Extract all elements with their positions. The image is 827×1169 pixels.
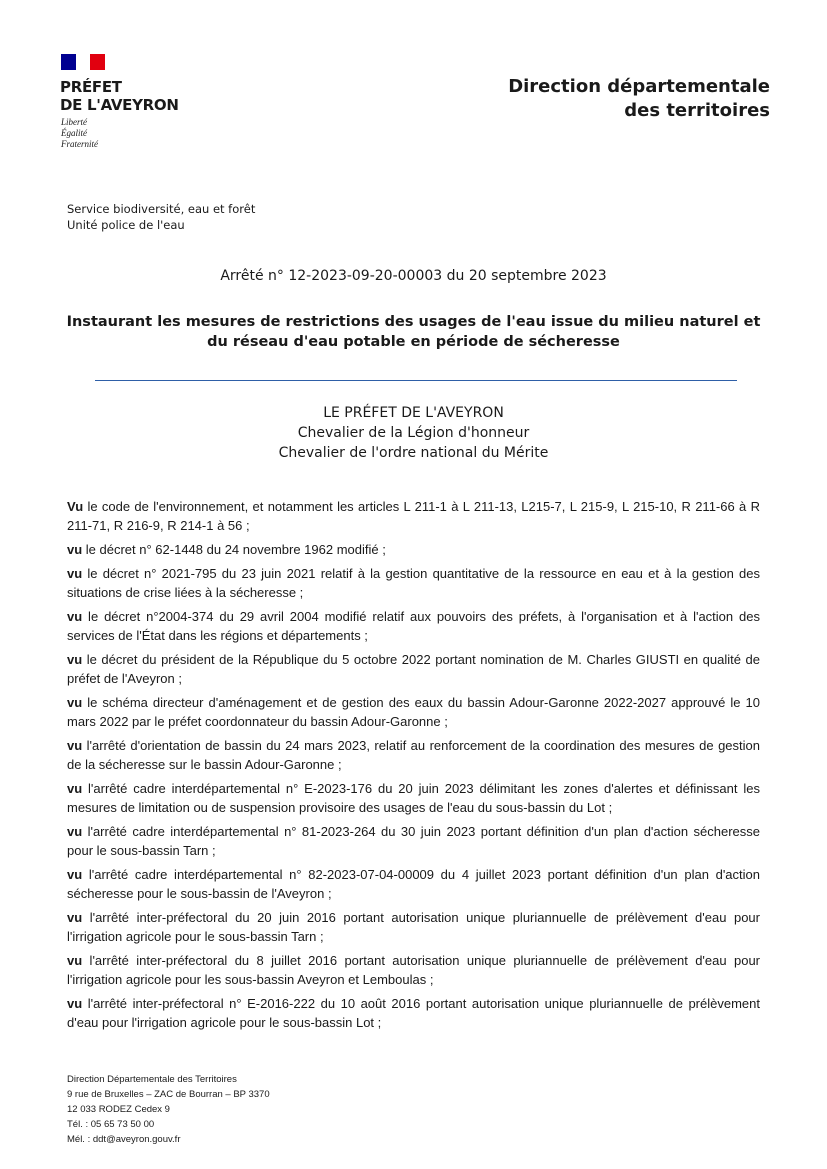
visa-text: l'arrêté inter-préfectoral du 20 juin 2016 portant autorisation unique pluriannuelle de prélèvement d'eau pour l'irrigation agricole pour le sous-bassin Tarn ; <box>67 910 760 944</box>
visa-lead: vu <box>67 609 83 624</box>
footer-email: Mél. : ddt@aveyron.gouv.fr <box>67 1134 181 1145</box>
footer-line: Direction Départementale des Territoires <box>67 1074 237 1085</box>
prefet-line: LE PRÉFET DE L'AVEYRON <box>323 405 504 421</box>
visa-paragraph <box>67 607 760 645</box>
footer-line: 9 rue de Bruxelles – ZAC de Bourran – BP 3370 <box>67 1089 270 1100</box>
direction-line: des territoires <box>624 100 770 121</box>
service-block <box>67 201 255 233</box>
visa-paragraph <box>67 736 760 774</box>
arrete-subject: Instaurant les mesures de restrictions des usages de l'eau issue du milieu naturel et du réseau d'eau potable en période de sécheresse <box>66 314 761 350</box>
visa-paragraph <box>67 650 760 688</box>
direction-line: Direction départementale <box>508 76 770 97</box>
visa-text: l'arrêté cadre interdépartemental n° 81-2023-264 du 30 juin 2023 portant définition d'un plan d'action sécheresse pour le sous-bassin Tarn ; <box>67 824 760 858</box>
visa-paragraph <box>67 994 760 1032</box>
visa-lead: vu <box>67 781 83 796</box>
visa-lead: Vu <box>67 499 84 514</box>
visas-list <box>67 497 760 1037</box>
visa-lead: vu <box>67 996 83 1011</box>
motto-line: Fraternité <box>61 139 98 149</box>
visa-text: le décret du président de la République du 5 octobre 2022 portant nomination de M. Charles GIUSTI en qualité de préfet de l'Aveyron ; <box>67 652 760 686</box>
logo-line: PRÉFET <box>60 78 122 96</box>
visa-text: le schéma directeur d'aménagement et de gestion des eaux du bassin Adour-Garonne 2022-2027 approuvé le 10 mars 2022 par le préfet coordonnateur du bassin Adour-Garonne ; <box>67 695 760 729</box>
visa-paragraph <box>67 779 760 817</box>
arrete-number: Arrêté n° 12-2023-09-20-00003 du 20 septembre 2023 <box>220 268 607 284</box>
republic-motto <box>61 117 98 150</box>
visa-text: l'arrêté inter-préfectoral n° E-2016-222 du 10 août 2016 portant autorisation unique pluriannuelle de prélèvement d'eau pour l'irrigation agricole pour le sous-bassin Lot ; <box>67 996 760 1030</box>
marianne-flag-logo <box>61 54 105 70</box>
visa-lead: vu <box>67 738 83 753</box>
visa-text: l'arrêté cadre interdépartemental n° 82-2023-07-04-00009 du 4 juillet 2023 portant définition d'un plan d'action sécheresse pour le sous-bassin de l'Aveyron ; <box>67 867 760 901</box>
footer-line: Tél. : 05 65 73 50 00 <box>67 1119 155 1130</box>
visa-text: l'arrêté d'orientation de bassin du 24 mars 2023, relatif au renforcement de la coordination des mesures de gestion de la sécheresse sur le bassin Adour-Garonne ; <box>67 738 760 772</box>
visa-paragraph <box>67 497 760 535</box>
visa-text: le décret n°2004-374 du 29 avril 2004 modifié relatif aux pouvoirs des préfets, à l'organisation et à l'action des services de l'État dans les régions et départements ; <box>67 609 760 643</box>
visa-lead: vu <box>67 566 83 581</box>
footer-line: 12 033 RODEZ Cedex 9 <box>67 1104 170 1115</box>
motto-line: Liberté <box>61 117 87 127</box>
visa-paragraph <box>67 564 760 602</box>
visa-paragraph <box>67 822 760 860</box>
direction-title <box>508 75 770 123</box>
footer-address <box>67 1058 760 1147</box>
visa-text: l'arrêté inter-préfectoral du 8 juillet 2016 portant autorisation unique pluriannuelle de prélèvement d'eau pour l'irrigation agricole pour les sous-bassin Aveyron et Lemboulas ; <box>67 953 760 987</box>
visa-paragraph <box>67 693 760 731</box>
prefet-line: Chevalier de la Légion d'honneur <box>297 425 530 441</box>
visa-lead: vu <box>67 652 83 667</box>
service-name: Service biodiversité, eau et forêt <box>67 202 256 216</box>
unit-name: Unité police de l'eau <box>67 218 185 232</box>
logo-line: DE L'AVEYRON <box>60 96 179 114</box>
visa-lead: vu <box>67 910 83 925</box>
motto-line: Égalité <box>61 128 87 138</box>
visa-lead: vu <box>67 953 83 968</box>
visa-paragraph <box>67 540 760 559</box>
visa-text: l'arrêté cadre interdépartemental n° E-2023-176 du 20 juin 2023 délimitant les zones d'alertes et définissant les mesures de limitation ou de suspension provisoire des usages de l'eau du sous-bassin du Lot ; <box>67 781 760 815</box>
visa-text: le code de l'environnement, et notamment les articles L 211-1 à L 211-13, L215-7, L 215-9, L 215-10, R 211-66 à R 211-71, R 216-9, R 214-1 à 56 ; <box>67 499 760 533</box>
visa-text: le décret n° 2021-795 du 23 juin 2021 relatif à la gestion quantitative de la ressource en eau et à la gestion des situations de crise liées à la sécheresse ; <box>67 566 760 600</box>
prefet-line: Chevalier de l'ordre national du Mérite <box>278 445 549 461</box>
visa-paragraph <box>67 865 760 903</box>
divider <box>95 380 737 381</box>
visa-lead: vu <box>67 824 83 839</box>
visa-lead: vu <box>67 695 83 710</box>
visa-lead: vu <box>67 867 83 882</box>
prefet-titles <box>0 403 827 463</box>
main-content <box>67 497 760 1147</box>
visa-paragraph <box>67 951 760 989</box>
prefecture-logo-text <box>60 78 179 114</box>
visa-text: le décret n° 62-1448 du 24 novembre 1962 modifié ; <box>82 542 386 557</box>
visa-lead: vu <box>67 542 83 557</box>
visa-paragraph <box>67 908 760 946</box>
